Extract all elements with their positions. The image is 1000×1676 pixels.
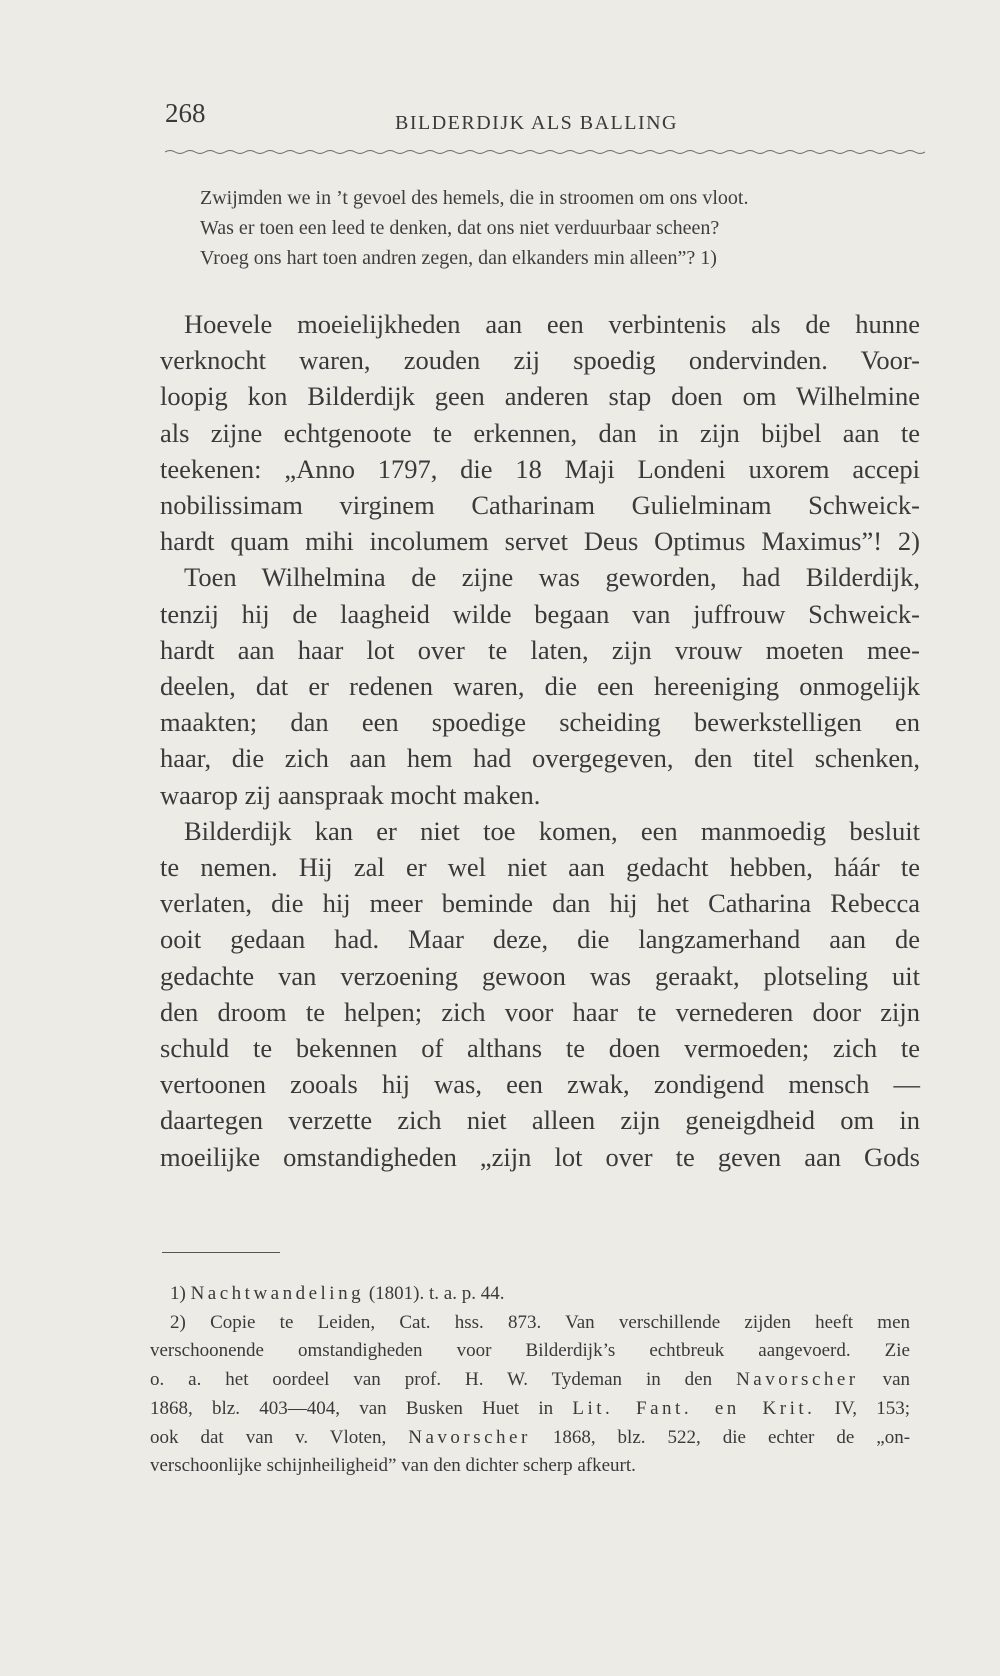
body-line: loopig kon Bilderdijk geen anderen stap doen om Wilhelmine: [160, 381, 920, 412]
body-line: daartegen verzette zich niet alleen zijn geneigdheid om in: [160, 1105, 920, 1136]
body-line: hardt quam mihi incolumem servet Deus Optimus Maximus”! 2): [160, 526, 920, 557]
body-line: Toen Wilhelmina de zijne was geworden, had Bilderdijk,: [184, 562, 920, 593]
body-text: [160, 306, 920, 1175]
footnote-text: (1801). t. a. p. 44.: [368, 1283, 505, 1304]
footnote-2-line: verschoonende omstandigheden voor Bilderdijk’s echtbreuk aangevoerd. Zie: [150, 1340, 910, 1362]
body-line: Hoevele moeielijkheden aan een verbintenis als de hunne: [184, 309, 920, 339]
footnotes: [150, 1280, 910, 1481]
page-header: [165, 98, 930, 138]
body-line: nobilissimam virginem Catharinam Gulielminam Schweick-: [160, 490, 920, 521]
footnote-title: Nachtwandeling: [190, 1283, 365, 1304]
body-line: schuld te bekennen of althans te doen vermoeden; zich te: [160, 1033, 920, 1064]
body-line: verlaten, die hij meer beminde dan hij het Catharina Rebecca: [160, 888, 920, 919]
footnote-text: 1868, blz. 403—404, van Busken Huet in: [150, 1397, 554, 1419]
body-line: waarop zij aanspraak mocht maken.: [160, 779, 541, 810]
body-line: ooit gedaan had. Maar deze, die langzamerhand aan de: [160, 924, 920, 955]
footnote-journal-title: Navorscher: [408, 1426, 531, 1448]
body-line: teekenen: „Anno 1797, die 18 Maji Londeni uxorem accepi: [160, 453, 920, 484]
verse-quotation: [200, 183, 900, 273]
footnote-text: van: [882, 1369, 911, 1391]
verse-line: Was er toen een leed te denken, dat ons niet verduurbaar scheen?: [200, 217, 720, 239]
footnote-text: o. a. het oordeel van prof. H. W. Tydeman in den: [150, 1369, 713, 1391]
footnote-text: Copie te Leiden, Cat. hss. 873. Van verschillende zijden heeft men: [210, 1311, 911, 1333]
body-line: te nemen. Hij zal er wel niet aan gedacht hebben, háár te: [160, 852, 920, 883]
footnote-journal-title: Navorscher: [736, 1369, 859, 1391]
footnote-text: 1868, blz. 522, die echter de „on-: [552, 1426, 911, 1448]
running-title: BILDERDIJK ALS BALLING: [395, 112, 678, 134]
body-line: tenzij hij de laagheid wilde begaan van juffrouw Schweick-: [160, 598, 920, 629]
body-line: haar, die zich aan hem had overgegeven, den titel schenken,: [160, 743, 920, 774]
verse-line: Zwijmden we in ’t gevoel des hemels, die in stroomen om ons vloot.: [200, 187, 749, 209]
body-line: moeilijke omstandigheden „zijn lot over te geven aan Gods: [160, 1141, 920, 1172]
body-line: deelen, dat er redenen waren, die een hereeniging onmogelijk: [160, 671, 920, 702]
footnote-text: ook dat van v. Vloten,: [150, 1426, 387, 1448]
footnote-rule: [162, 1252, 280, 1253]
body-line: Bilderdijk kan er niet toe komen, een manmoedig besluit: [184, 815, 920, 846]
body-line: vertoonen zooals hij was, een zwak, zondigend mensch —: [160, 1069, 920, 1100]
footnote-marker: 2): [170, 1311, 186, 1333]
footnote-2-line: [150, 1395, 910, 1424]
header-wavy-rule: [165, 148, 925, 158]
body-line: verknocht waren, zouden zij spoedig ondervinden. Voor-: [160, 345, 920, 376]
verse-line: Vroeg ons hart toen andren zegen, dan elkanders min alleen”? 1): [200, 247, 717, 269]
footnote-2-line: [150, 1309, 910, 1338]
footnote-1: [150, 1280, 910, 1309]
body-line: gedachte van verzoening gewoon was geraakt, plotseling uit: [160, 960, 920, 991]
footnote-marker: 1): [170, 1283, 186, 1304]
body-line: den droom te helpen; zich voor haar te vernederen door zijn: [160, 996, 920, 1027]
footnote-2-line: verschoonlijke schijnheiligheid” van den dichter scherp afkeurt.: [150, 1455, 636, 1477]
body-line: als zijne echtgenoote te erkennen, dan in zijn bijbel aan te: [160, 417, 920, 448]
body-line: hardt aan haar lot over te laten, zijn vrouw moeten mee-: [160, 634, 920, 665]
body-line: maakten; dan een spoedige scheiding bewerkstelligen en: [160, 707, 920, 738]
footnote-2-line: [150, 1366, 910, 1395]
page-number: 268: [165, 98, 206, 128]
footnote-2-line: [150, 1424, 910, 1453]
footnote-text: IV, 153;: [834, 1397, 911, 1419]
footnote-book-title: Lit. Fant. en Krit.: [572, 1397, 816, 1419]
